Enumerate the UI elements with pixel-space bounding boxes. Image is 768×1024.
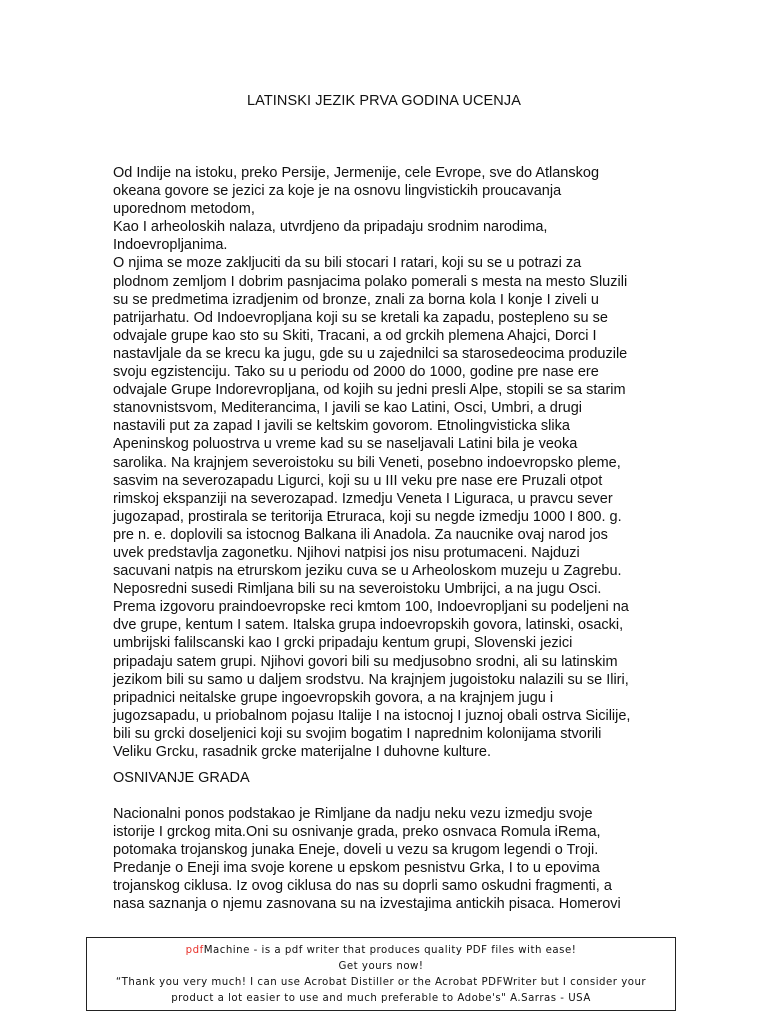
footer-brand-tagline: Machine - is a pdf writer that produces quality PDF files with ease! (203, 945, 577, 956)
intro-paragraph: Od Indije na istoku, preko Persije, Jermenije, cele Evrope, sve do Atlanskog okeana govore se jezici za koje je na osnovu lingvistickih proucavanja uporednom metodom, Kao I arheoloskih nalaza, utvrdjeno da pripadaju srodnim narodima, Indoevropljanima. O njima se moze zakljuciti da su bili stocari I ratari, koji su se u potrazi za plodnom zemljom I dobrim pasnjacima polako pomerali s mesta na mesto Sluzili su se predmetima izradjenim od bronze, znali za borna kola I konje I ziveli u patrijarhatu. Od Indoevropljana koji su se kretali ka zapadu, postepleno su se odvajale grupe kao sto su Skiti, Tracani, a od grckih plemena Ahajci, Dorci I nastavljale da se krecu ka jugu, gde su u zajednilci sa starosedeocima produzile svoju egzistenciju. Tako su u periodu od 2000 do 1000, godine pre nase ere odvajale Grupe Indorevropljana, od kojih su jedni presli Alpe, stopili se sa starim stanovnistsvom, Mediterancima, I javili se kao Latini, Osci, Umbri, a drugi nastavili put za zapad I javili se keltskim govorom. Etnolingvisticka slika Apeninskog poluostrva u vreme kad su se naseljavali Latini bila je veoka sarolika. Na krajnjem severoistoku su bili Veneti, posebno indoevropsko pleme, sasvim na severozapadu Ligurci, koji su u III veku pre nase ere Pruzali otpot rimskoj ekspanziji na severozapad. Izmedju Veneta I Liguraca, u pravcu sever jugozapad, prostirala se teritorija Etruraca, koji su negde izmedju 1000 I 800. g. pre n. e. doplovili sa istocnog Balkana ili Anadola. Za naucnike ovaj narod jos uvek predstavlja zagonetku. Njihovi natpisi jos nisu protumaceni. Najduzi sacuvani natpis na etrurskom jeziku cuva se u Arheoloskom muzeju u Zagrebu. Neposredni susedi Rimljana bili su na severoistoku Umbrijci, a na jugu Osci. Prema izgovoru praindoevropske reci kmtom 100, Indoevropljani su podeljeni na dve grupe, kentum I satem. Italska grupa indoevropskih govora, latinski, osacki, umbrijski falilscanski kao I grcki pripadaju kentum grupi, Slovenski jezici pripadaju satem grupi. Njihovi govori bili su medjusobno srodni, ali su latinskim jezikom bili su samo u daljem srodstvu. Na krajnjem jugoistoku nalazili su se Iliri, pripadnici neitalske grupe ingoevropskih govora, a na krajnjem jugu i jugozsapadu, u priobalnom pojasu Italije I na istocnoj I juznoj obali ostrva Sicilije, bili su grcki doseljenici koji su svojim bogatim I naprednim kolonijama stvorili Veliku Grcku, rasadnik grcke materijalne I duhovne kulture. (113, 165, 631, 760)
footer-line-4: product a lot easier to use and much preferable to Adobe's" A.Sarras - USA (171, 993, 591, 1004)
pdfmachine-footer-banner (86, 937, 676, 1011)
page-title: LATINSKI JEZIK PRVA GODINA UCENJA (246, 93, 522, 109)
footer-brand-pdf: pdf (185, 945, 204, 956)
section-heading: OSNIVANJE GRADA (113, 770, 250, 786)
footer-line-2: Get yours now! (338, 961, 424, 972)
footer-line-1 (87, 943, 675, 959)
osnivanje-paragraph: Nacionalni ponos podstakao je Rimljane da nadju neku vezu izmedju svoje istorije I grckog mita.Oni su osnivanje grada, preko osnvaca Romula iRema, potomaka trojanskog junaka Eneje, doveli u vezu sa krugom legendi o Troji. Predanje o Eneji ima svoje korene u epskom pesnistvu Grka, I to u epovima trojanskog ciklusa. Iz ovog ciklusa do nas su doprli samo oskudni fragmenti, a nasa saznanja o njemu zasnovana su na izvestajima antickih pisaca. Homerovi (113, 806, 621, 913)
footer-line-3: “Thank you very much! I can use Acrobat Distiller or the Acrobat PDFWriter but I consider your (115, 977, 647, 988)
